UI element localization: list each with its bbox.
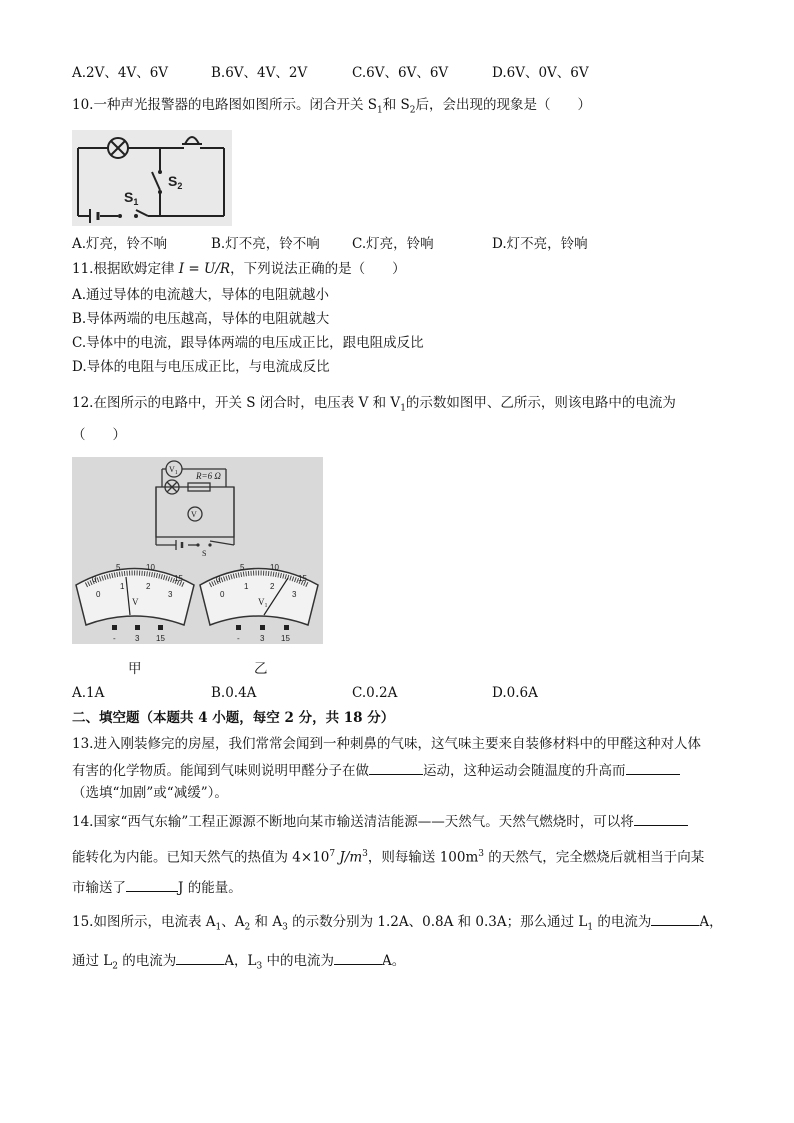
- q12-stem-bracket: （ ）: [72, 427, 126, 443]
- q9-option-a[interactable]: A.2V、4V、6V: [72, 65, 169, 81]
- q15-line-2: 通过 $L_2$ 的电流为 A，$L_3$ 中的电流为 A。: [72, 950, 405, 976]
- q9-option-b[interactable]: B.6V、4V、2V: [211, 65, 308, 81]
- q13-blank-1[interactable]: [369, 760, 423, 775]
- q13-line-3: （选填“加剧”或“减缓”）。: [72, 785, 228, 801]
- svg-text:1: 1: [120, 582, 125, 591]
- svg-text:3: 3: [168, 590, 173, 599]
- q15-blank-2[interactable]: [176, 950, 224, 965]
- q12-option-d[interactable]: D.0.6A: [492, 685, 538, 701]
- svg-text:0: 0: [96, 590, 101, 599]
- section-2-title: 二、填空题（本题共 4 小题，每空 2 分，共 18 分）: [72, 710, 395, 726]
- q15-line-1: 15.如图所示，电流表 $A_1$、$A_2$ 和 $A_3$ 的示数分别为 1.2A、0.8A 和 0.3A；那么通过 $L_1$ 的电流为 A，: [72, 911, 723, 937]
- q14-line-2: 能转化为内能。已知天然气的热值为 $4\times 10^7$ $J/m^3$，则每输送 $100m^3$ 的天然气，完全燃烧后就相当于向某: [72, 849, 705, 866]
- svg-text:1: 1: [244, 582, 249, 591]
- svg-text:10: 10: [270, 563, 279, 572]
- q10-circuit-figure: [72, 130, 232, 226]
- svg-text:2: 2: [146, 582, 151, 591]
- q12-option-b[interactable]: B.0.4A: [211, 685, 257, 701]
- q10-option-a[interactable]: A.灯亮，铃不响: [72, 236, 168, 252]
- q9-option-d[interactable]: D.6V、0V、6V: [492, 65, 589, 81]
- q11-option-c[interactable]: C.导体中的电流，跟导体两端的电压成正比，跟电阻成反比: [72, 335, 424, 351]
- caption-yi: 乙: [254, 661, 268, 677]
- svg-text:0: 0: [92, 575, 97, 584]
- svg-text:-: -: [113, 634, 116, 643]
- svg-text:0: 0: [216, 575, 221, 584]
- q12-stem: 12.在图所示的电路中，开关 S 闭合时，电压表 V 和 $V_1$的示数如图甲、乙所示，则该电路中的电流为: [72, 395, 676, 414]
- ohms-law-formula: I = U/R: [178, 261, 231, 277]
- q11-stem: 11.根据欧姆定律 I = U/R，下列说法正确的是（ ）: [72, 261, 406, 277]
- q10-option-b[interactable]: B.灯不亮，铃不响: [211, 236, 320, 252]
- q10-option-c[interactable]: C.灯亮，铃响: [352, 236, 434, 252]
- switch-label: S: [202, 549, 207, 558]
- s2-label: $S_2$: [168, 173, 183, 191]
- svg-text:3: 3: [260, 634, 265, 643]
- q12-option-a[interactable]: A.1A: [72, 685, 105, 701]
- v-meter-label: V: [191, 510, 197, 519]
- voltmeter-circuit-diagram: [72, 457, 323, 644]
- svg-text:5: 5: [240, 563, 245, 572]
- svg-text:0: 0: [220, 590, 225, 599]
- q9-option-c[interactable]: C.6V、6V、6V: [352, 65, 449, 81]
- v1-meter-label: $V_1$: [169, 465, 178, 476]
- caption-jia: 甲: [128, 661, 142, 677]
- q12-circuit-figure: [72, 457, 323, 644]
- svg-text:15: 15: [298, 574, 307, 583]
- q11-option-a[interactable]: A.通过导体的电流越大，导体的电阻就越小: [72, 287, 330, 303]
- svg-text:15: 15: [174, 574, 183, 583]
- alarm-circuit-diagram: [72, 130, 232, 226]
- q15-blank-1[interactable]: [651, 911, 699, 926]
- svg-text:15: 15: [156, 634, 165, 643]
- svg-text:2: 2: [270, 582, 275, 591]
- svg-text:3: 3: [292, 590, 297, 599]
- q11-option-b[interactable]: B.导体两端的电压越高，导体的电阻就越大: [72, 311, 330, 327]
- s1-label: $S_1$: [124, 189, 139, 207]
- svg-text:V1: $V_1$: [258, 597, 268, 609]
- svg-text:5: 5: [116, 563, 121, 572]
- q15-blank-3[interactable]: [334, 950, 382, 965]
- q13-line-1: 13.进入刚装修完的房屋，我们常常会闻到一种刺鼻的气味，这气味主要来自装修材料中的甲醛这种对人体: [72, 736, 701, 752]
- q13-blank-2[interactable]: [626, 760, 680, 775]
- svg-text:V: V: [132, 597, 139, 607]
- q14-line-1: 14.国家“西气东输”工程正源源不断地向某市输送清洁能源——天然气。天然气燃烧时，可以将: [72, 811, 688, 831]
- q10-stem: 10.一种声光报警器的电路图如图所示。闭合开关 $S_1$和 $S_2$后，会出现的现象是（ ）: [72, 97, 592, 116]
- q10-option-d[interactable]: D.灯不亮，铃响: [492, 236, 588, 252]
- svg-text:15: 15: [281, 634, 290, 643]
- q13-line-2: 有害的化学物质。能闻到气味则说明甲醛分子在做 运动，这种运动会随温度的升高而: [72, 760, 680, 780]
- q11-option-d[interactable]: D.导体的电阻与电压成正比，与电流成反比: [72, 359, 330, 375]
- q14-blank-2[interactable]: [126, 877, 178, 892]
- svg-text:-: -: [237, 634, 240, 643]
- q14-line-3: 市输送了 J 的能量。: [72, 877, 242, 897]
- svg-text:3: 3: [135, 634, 140, 643]
- q14-blank-1[interactable]: [634, 811, 688, 826]
- q12-option-c[interactable]: C.0.2A: [352, 685, 398, 701]
- resistor-label: R=6 Ω: [196, 471, 221, 481]
- svg-text:10: 10: [146, 563, 155, 572]
